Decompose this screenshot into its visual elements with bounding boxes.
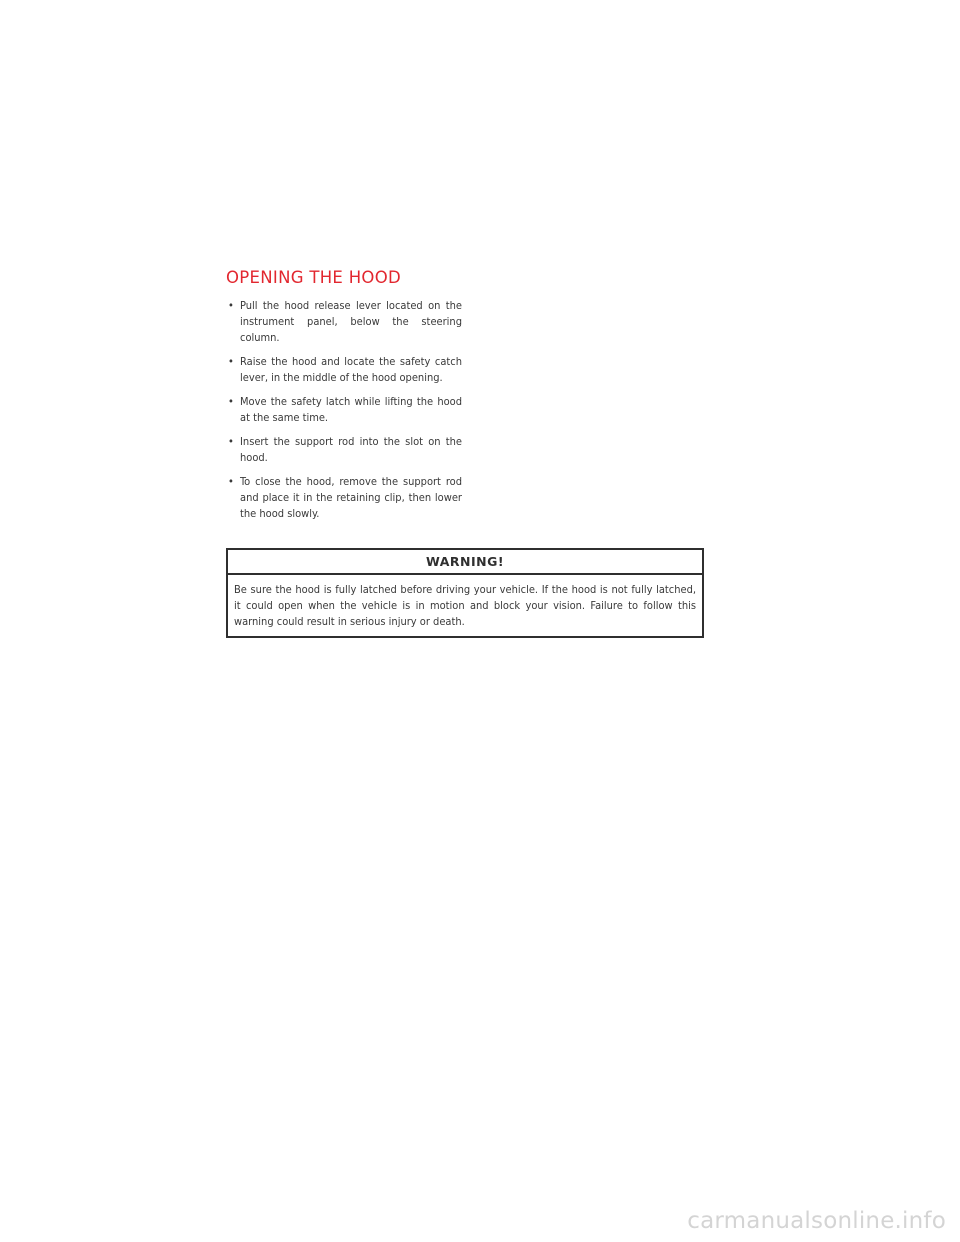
list-item [226, 394, 462, 426]
bullet-icon: • [228, 395, 234, 408]
list-item-text: Pull the hood release lever located on the instrument panel, below the steering column. [240, 299, 462, 344]
list-item [226, 434, 462, 466]
list-item-text: Insert the support rod into the slot on the hood. [240, 435, 462, 464]
section-title: OPENING THE HOOD [226, 268, 401, 287]
list-item-text: Move the safety latch while lifting the hood at the same time. [240, 395, 462, 424]
bullet-icon: • [228, 435, 234, 448]
warning-text: Be sure the hood is fully latched before driving your vehicle. If the hood is not fully latched, it could open when the vehicle is in motion and block your vision. Failure to follow this warning could result in serious injury or death. [234, 583, 696, 628]
warning-box [226, 548, 704, 638]
list-item [226, 474, 462, 522]
list-item-text: Raise the hood and locate the safety catch lever, in the middle of the hood opening. [240, 355, 462, 384]
warning-heading: WARNING! [228, 550, 702, 575]
bullet-icon: • [228, 355, 234, 368]
list-item [226, 354, 462, 386]
instruction-list [226, 298, 462, 530]
list-item-text: To close the hood, remove the support rod and place it in the retaining clip, then lower the hood slowly. [240, 475, 462, 520]
bullet-icon: • [228, 299, 234, 312]
watermark: carmanualsonline.info [687, 1208, 946, 1234]
list-item [226, 298, 462, 346]
bullet-icon: • [228, 475, 234, 488]
